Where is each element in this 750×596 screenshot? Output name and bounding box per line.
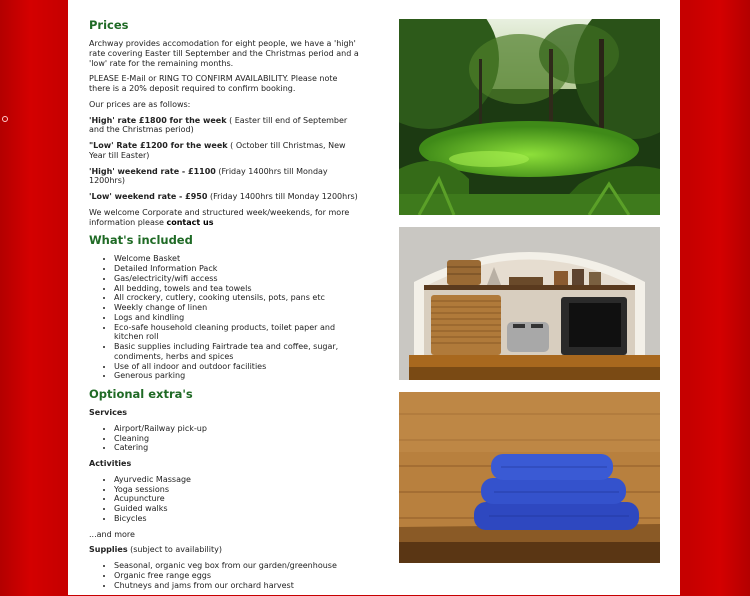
prices-intro: Archway provides accomodation for eight people, we have a 'high' rate covering Easter till September and the Christmas period and a 'low' rate for the remaining months. (89, 39, 359, 68)
text-column (89, 18, 359, 596)
rate-detail: ( October till Christmas, New Year till Easter) (89, 141, 346, 160)
list-item: • Yoga sessions (114, 485, 359, 495)
and-more-text: ...and more (89, 529, 135, 539)
activities-list (89, 475, 359, 524)
services-label: Services (89, 408, 128, 418)
supplies-label: Supplies (89, 545, 128, 555)
rate-low-weekend (89, 192, 359, 202)
list-item: • Catering (114, 443, 359, 453)
list-item: • Seasonal, organic veg box from our garden/greenhouse (114, 561, 359, 571)
supplies-note: (subject to availability) (127, 545, 222, 555)
list-item: • Generous parking (114, 371, 359, 381)
list-item: • Cleaning (114, 434, 359, 444)
decorative-circle-icon (2, 116, 8, 122)
rate-label: 'Low' weekend rate - £950 (89, 192, 208, 202)
services-list (89, 424, 359, 453)
list-item: • Airport/Railway pick-up (114, 424, 359, 434)
list-item: • Acupuncture (114, 494, 359, 504)
prices-notice: PLEASE E-Mail or RING TO CONFIRM AVAILABILITY. Please note there is a 20% deposit required to confirm booking. (89, 74, 338, 94)
contact-us-link[interactable]: contact us (166, 217, 214, 227)
list-item: • Gas/electricity/wifi access (114, 274, 359, 284)
list-item: • Guided walks (114, 504, 359, 514)
main-page (68, 0, 680, 595)
rate-detail: (Friday 1400hrs till Monday 1200hrs) (89, 166, 328, 186)
prices-as-follows: Our prices are as follows: (89, 99, 191, 109)
list-item: • Chutneys and jams from our orchard harvest (114, 581, 359, 591)
activities-label: Activities (89, 459, 132, 469)
rate-label: "Low' Rate £1200 for the week (89, 141, 228, 151)
photo-column (399, 19, 660, 575)
list-item: • Use of all indoor and outdoor facilities (114, 362, 359, 372)
list-item: • All crockery, cutlery, cooking utensils, pots, pans etc (114, 293, 359, 303)
supplies-list (89, 561, 359, 590)
rate-detail: ( Easter till end of September and the Christmas period) (89, 115, 348, 135)
list-item: • Organic free range eggs (114, 571, 359, 581)
rate-label: 'High' rate £1800 for the week (89, 115, 227, 125)
list-item: • Detailed Information Pack (114, 264, 359, 274)
list-item: • All bedding, towels and tea towels (114, 284, 359, 294)
list-item: • Bicycles (114, 514, 359, 524)
rate-detail: (Friday 1400hrs till Monday 1200hrs) (207, 192, 358, 202)
list-item: • Logs and kindling (114, 313, 359, 323)
list-item: • Ayurvedic Massage (114, 475, 359, 485)
included-heading: What's included (89, 233, 193, 248)
corporate-note (89, 208, 359, 228)
included-list (89, 254, 359, 381)
list-item: • Weekly change of linen (114, 303, 359, 313)
supplies-line (89, 545, 359, 555)
rate-high-week (89, 116, 359, 136)
list-item: • Basic supplies including Fairtrade tea and coffee, sugar, condiments, herbs and spices (114, 342, 359, 362)
list-item: • Eco-safe household cleaning products, toilet paper and kitchen roll (114, 323, 359, 343)
extras-heading: Optional extra's (89, 387, 193, 402)
kitchen-alcove-photo (399, 227, 660, 380)
towels-photo (399, 392, 660, 563)
forest-glade-photo (399, 19, 660, 215)
corporate-text: We welcome Corporate and structured week/weekends, for more information please (89, 207, 350, 227)
rate-high-weekend (89, 167, 359, 187)
rate-label: 'High' weekend rate - £1100 (89, 166, 216, 176)
list-item: • Welcome Basket (114, 254, 359, 264)
prices-heading: Prices (89, 18, 129, 32)
rate-low-week (89, 141, 359, 161)
